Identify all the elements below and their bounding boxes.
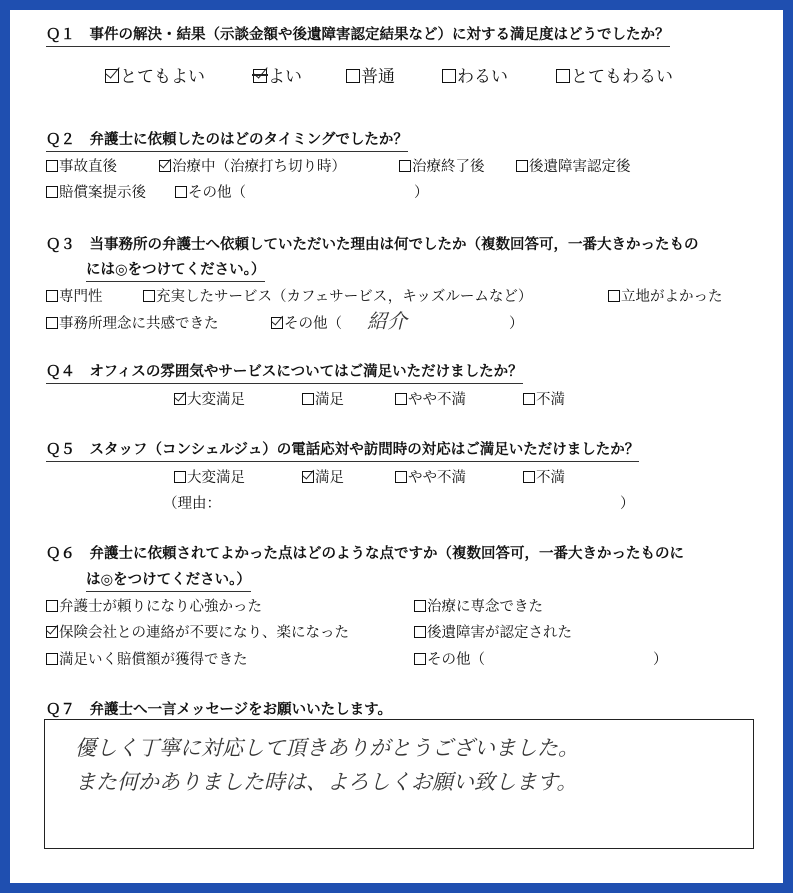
q6-option-satisfactory-compensation[interactable]: 満足いく賠償額が獲得できた: [46, 648, 248, 669]
checkbox-icon[interactable]: [46, 186, 58, 198]
q7-message-box[interactable]: [44, 719, 754, 849]
checkbox-icon[interactable]: [442, 69, 456, 83]
q5-option-satisfied[interactable]: 満足: [302, 466, 344, 487]
q2-option-after-disability-cert[interactable]: 後遺障害認定後: [516, 155, 631, 176]
q2-option-during-treatment[interactable]: 治療中（治療打ち切り時）: [159, 155, 346, 176]
q6-option-disability-certified[interactable]: 後遺障害が認定された: [414, 621, 572, 642]
q7-message-line-1: 優しく丁寧に対応して頂きありがとうございました。: [75, 736, 579, 760]
checkbox-icon[interactable]: [46, 290, 58, 302]
q3-option-services[interactable]: 充実したサービス（カフェサービス，キッズルームなど）: [143, 285, 532, 306]
q5-question: Ｑ５ スタッフ（コンシェルジュ）の電話応対や訪問時の対応はご満足いただけましたか？: [46, 438, 639, 462]
q2-option-after-treatment[interactable]: 治療終了後: [399, 155, 485, 176]
checkbox-icon[interactable]: [395, 471, 407, 483]
q1-option-very-good[interactable]: とてもよい: [105, 62, 205, 87]
q4-option-very-satisfied[interactable]: 大変満足: [174, 388, 245, 409]
q3-option-location[interactable]: 立地がよかった: [608, 285, 723, 306]
q3-question: Ｑ３ 当事務所の弁護士へ依頼していただいた理由は何でしたか（複数回答可，一番大きかったもの: [46, 237, 699, 253]
checkbox-icon[interactable]: [302, 393, 314, 405]
checkbox-icon[interactable]: [346, 69, 360, 83]
q3-handwritten-other-answer: 紹介: [367, 309, 407, 333]
q1-option-good[interactable]: よい: [253, 62, 302, 87]
checkbox-icon[interactable]: [414, 600, 426, 612]
q2-option-after-offer[interactable]: 賠償案提示後: [46, 181, 146, 202]
q4-question: Ｑ４ オフィスの雰囲気やサービスについてはご満足いただけましたか？: [46, 360, 523, 384]
q5-option-very-satisfied[interactable]: 大変満足: [174, 466, 245, 487]
q1-question: Ｑ１ 事件の解決・結果（示談金額や後遺障害認定結果など）に対する満足度はどうでしたか？: [46, 23, 670, 47]
q6-question-cont: は◎をつけてください。）: [86, 568, 251, 592]
q4-option-satisfied[interactable]: 満足: [302, 388, 344, 409]
q2-other-close-paren: ）: [414, 185, 429, 201]
checkbox-icon[interactable]: [608, 290, 620, 302]
q2-option-other[interactable]: その他（: [175, 181, 246, 202]
q5-option-somewhat-dissatisfied[interactable]: やや不満: [395, 466, 466, 487]
q6-option-no-insurer-contact[interactable]: 保険会社との連絡が不要になり、楽になった: [46, 621, 349, 642]
q2-question: Ｑ２ 弁護士に依頼したのはどのタイミングでしたか？: [46, 128, 408, 152]
checkbox-icon[interactable]: [414, 626, 426, 638]
checkbox-checked-icon[interactable]: [105, 69, 119, 83]
checkbox-checked-icon[interactable]: [159, 160, 171, 172]
survey-sheet: [10, 10, 783, 883]
q4-option-dissatisfied[interactable]: 不満: [523, 388, 565, 409]
checkbox-icon[interactable]: [523, 393, 535, 405]
checkbox-icon[interactable]: [174, 471, 186, 483]
checkbox-crossed-icon[interactable]: [253, 69, 267, 83]
checkbox-icon[interactable]: [399, 160, 411, 172]
q3-option-expertise[interactable]: 専門性: [46, 285, 103, 306]
q5-reason-label: （理由：: [163, 496, 221, 512]
checkbox-icon[interactable]: [175, 186, 187, 198]
q1-option-very-bad[interactable]: とてもわるい: [556, 62, 673, 87]
q5-option-dissatisfied[interactable]: 不満: [523, 466, 565, 487]
q6-option-other[interactable]: その他（: [414, 648, 485, 669]
q3-other-close-paren: ）: [509, 316, 524, 332]
q6-question: Ｑ６ 弁護士に依頼されてよかった点はどのような点ですか（複数回答可，一番大きかったものに: [46, 546, 684, 562]
checkbox-icon[interactable]: [46, 160, 58, 172]
q6-option-reliable-lawyer[interactable]: 弁護士が頼りになり心強かった: [46, 595, 262, 616]
q3-option-other[interactable]: その他（: [271, 312, 342, 333]
checkbox-icon[interactable]: [143, 290, 155, 302]
q6-other-close-paren: ）: [653, 652, 668, 668]
checkbox-checked-icon[interactable]: [174, 393, 186, 405]
q3-question-cont: には◎をつけてください。）: [86, 258, 265, 282]
q2-option-right-after-accident[interactable]: 事故直後: [46, 155, 117, 176]
checkbox-icon[interactable]: [395, 393, 407, 405]
q7-message-line-2: また何かありました時は、よろしくお願い致します。: [75, 770, 578, 794]
q4-option-somewhat-dissatisfied[interactable]: やや不満: [395, 388, 466, 409]
q3-option-philosophy[interactable]: 事務所理念に共感できた: [46, 312, 219, 333]
checkbox-icon[interactable]: [46, 600, 58, 612]
checkbox-icon[interactable]: [46, 653, 58, 665]
q5-reason-close-paren: ）: [620, 496, 635, 512]
checkbox-checked-icon[interactable]: [271, 317, 283, 329]
q6-option-focus-treatment[interactable]: 治療に専念できた: [414, 595, 543, 616]
q1-option-bad[interactable]: わるい: [442, 62, 508, 87]
q7-question: Ｑ７ 弁護士へ一言メッセージをお願いいたします。: [46, 702, 392, 718]
checkbox-checked-icon[interactable]: [302, 471, 314, 483]
checkbox-icon[interactable]: [556, 69, 570, 83]
checkbox-icon[interactable]: [523, 471, 535, 483]
checkbox-icon[interactable]: [46, 317, 58, 329]
q1-option-normal[interactable]: 普通: [346, 62, 395, 87]
checkbox-icon[interactable]: [516, 160, 528, 172]
checkbox-checked-icon[interactable]: [46, 626, 58, 638]
checkbox-icon[interactable]: [414, 653, 426, 665]
